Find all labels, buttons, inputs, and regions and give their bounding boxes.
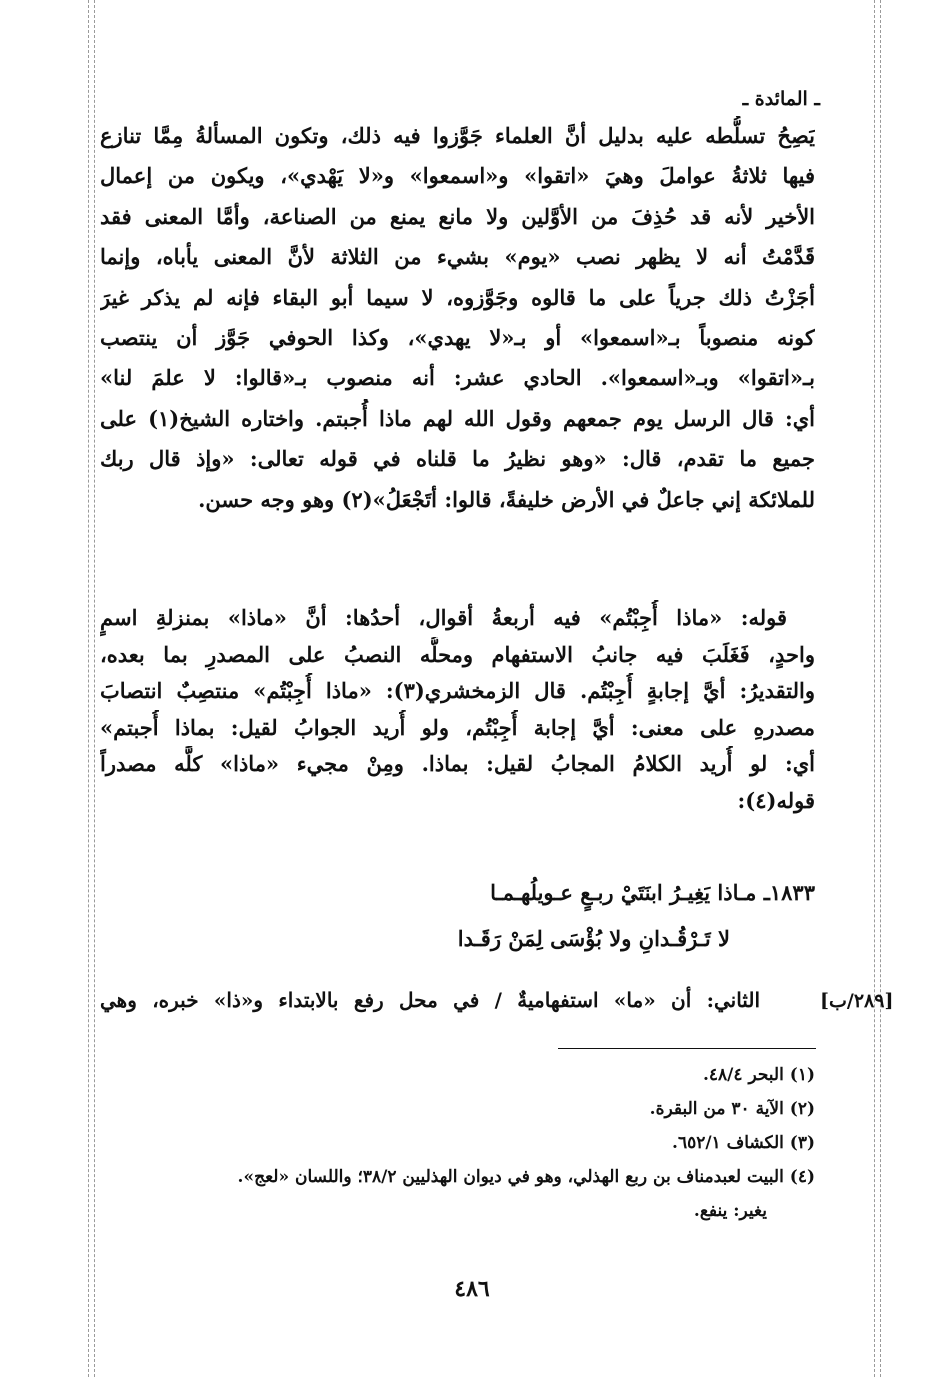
- text-line: للملائكة إني جاعلٌ في الأرض خليفةً، قالوا: أتَجْعَلُ»(٢) وهو وجه حسن.: [198, 486, 815, 512]
- text-line: يَصِحُ تسلُّطه عليه بدليل أنَّ العلماء جَوَّزوا فيه ذلك، وتكون المسألةُ مِمَّا تنازع: [100, 123, 815, 148]
- footnote: (٢) الآية ٣٠ من البقرة.: [649, 1099, 815, 1119]
- commentary-paragraph: [100, 600, 815, 819]
- page-number: ٤٨٦: [454, 1276, 490, 1302]
- text-line: مصدرهِ على معنى: أيَّ إجابة أُجِبْتُم، ولو أُريد الجوابُ لقيل: بماذا أُجبتم»: [100, 714, 815, 740]
- text-line: قوله(٤):: [737, 787, 815, 813]
- text-line: كونه منصوباً بـ«اسمعوا» أو بـ«لا يهدي»، وكذا الحوفي جَوَّز أن ينتصب: [100, 324, 815, 350]
- poetry-verse-first-hemistich: ١٨٣٣ـ مـاذا يَغِيـرُ ابنَتَيْ ربـعٍ عـويلُهـمـا: [490, 880, 815, 905]
- margin-guide-right-outer: [880, 0, 881, 1377]
- margin-guide-left-inner: [94, 0, 95, 1377]
- text-line: الأخير لأنه قد حُذِفَ من الأوَّلين ولا مانع يمنع من الصناعة، وأمَّا المعنى فقد: [100, 203, 815, 229]
- poetry-verse-second-hemistich: لا تَـرْقُـدانِ ولا بُؤْسَى لِمَنْ رَقَـدا: [457, 926, 730, 951]
- text-line: والتقديرُ: أيَّ إجابةٍ أُجِبْتُم. قال الزمخشري(٣): «ماذا أُجِبْتُم» منتصِبٌ انتصابَ: [100, 678, 815, 703]
- main-text: [100, 116, 815, 520]
- text-line: الثاني: أن «ما» استفهاميةٌ / في محل رفع بالابتداء و«ذا» خبره، وهي: [100, 988, 760, 1012]
- text-line: جميع ما تقدم، قال: «وهو نظيرُ ما قلناه في قوله تعالى: «وإذ قال ربك: [100, 446, 815, 472]
- text-line: قَدَّمْتُ أنه لا يظهر نصب «يوم» بشيء من الثلاثة لأنَّ المعنى يأباه، وإنما: [100, 244, 815, 270]
- footnote: (١) البحر ٤٨/٤.: [703, 1065, 815, 1085]
- text-line: أي: قال الرسل يوم جمعهم وقول الله لهم ماذا أُجبتم. واختاره الشيخ(١) على: [100, 405, 815, 431]
- footnotes: [100, 1058, 815, 1228]
- running-header: ـ المائدة ـ: [742, 88, 820, 110]
- footnote: (٤) البيت لعبدمناف بن ربع الهذلي، وهو في ديوان الهذليين ٣٨/٢؛ واللسان «لعج».: [237, 1167, 815, 1187]
- text-line: قوله: «ماذا أُجِبْتُم» فيه أربعةُ أقوال، أحدُها: أنَّ «ماذا» بمنزلةِ اسمٍ: [100, 605, 787, 630]
- text-line: بـ«اتقوا» وبـ«اسمعوا». الحادي عشر: أنه منصوب بـ«قالوا: لا علمَ لنا»: [100, 365, 815, 391]
- text-line: فيها ثلاثةُ عواملَ وهيَ «اتقوا» و«اسمعوا» و«لا يَهْدي»، ويكون من إعمال: [100, 163, 815, 189]
- footnote-separator: [558, 1048, 816, 1049]
- text-line: أي: لو أُريد الكلامُ المجابُ لقيل: بماذا. ومِنْ مجيء «ماذا» كلَّه مصدراً: [100, 751, 815, 776]
- text-line: أجَزْتُ ذلك جرياً على ما قالوه وجَوَّزوه، لا سيما أبو البقاء فإنه لم يذكر غيرَ: [100, 284, 815, 310]
- margin-guide-right-inner: [874, 0, 875, 1377]
- margin-guide-left-outer: [88, 0, 89, 1377]
- footnote-continuation: يغير: ينفع.: [693, 1201, 767, 1221]
- manuscript-folio-reference: [٢٨٩/ب]: [820, 990, 894, 1012]
- footnote: (٣) الكشاف ٦٥٢/١.: [672, 1133, 815, 1153]
- text-line: واحدٍ، فَغَلَبَ فيه جانبُ الاستفهام ومحلُّه النصبُ على المصدرِ بما بعده،: [100, 641, 815, 667]
